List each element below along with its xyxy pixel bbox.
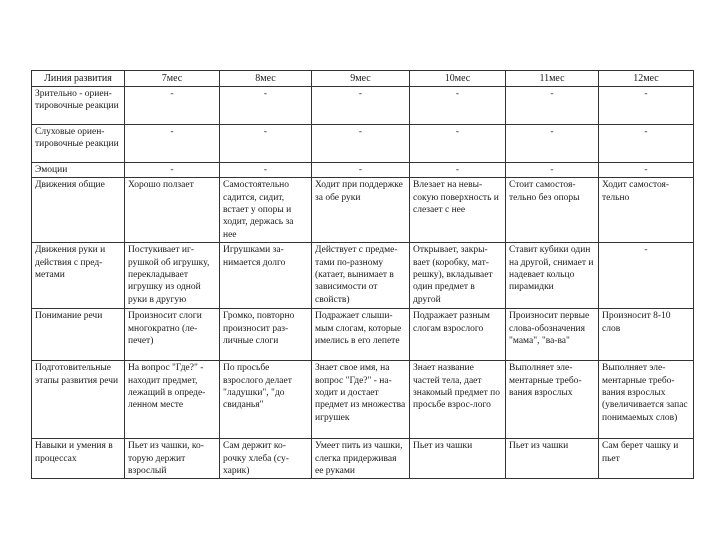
table-cell: Влезает на невы-сокую поверхность и слезает с нее [410,178,506,243]
table-row [32,361,694,439]
row-label: Навыки и умения в процессах [32,439,125,479]
table-cell: Знает свое имя, на вопрос "Где?" - на-ходит и достает предмет из множества игрушек [312,361,410,439]
table-cell: - [312,125,410,163]
table-cell: - [506,87,599,125]
row-label: Понимание речи [32,309,125,361]
table-row [32,439,694,479]
table-cell: - [410,163,506,178]
table-cell: По просьбе взрослого делает "ладушки", "до свиданья" [220,361,312,439]
header-cell: 7мес [125,71,220,87]
table-row [32,163,694,178]
development-table [31,70,694,479]
table-cell: Произносит слоги многократно (ле-печет) [125,309,220,361]
table-cell: - [125,125,220,163]
table-cell: - [220,125,312,163]
table-cell: - [506,125,599,163]
table-cell: Самостоятельно садится, сидит, встает у опоры и ходит, держась за нее [220,178,312,243]
table-cell: Пьет из чашки, ко-торую держит взрослый [125,439,220,479]
table-cell: На вопрос "Где?" - находит предмет, лежащий в опреде-ленном месте [125,361,220,439]
table-cell: - [599,243,694,309]
table-cell: Произносит 8-10 слов [599,309,694,361]
header-cell: 12мес [599,71,694,87]
header-row [32,71,694,87]
row-label: Подготовительные этапы развития речи [32,361,125,439]
table-row [32,87,694,125]
table-cell: Пьет из чашки [506,439,599,479]
header-cell: Линия развития [32,71,125,87]
table-cell: Открывает, закры-вает (коробку, мат-решку), вкладывает один предмет в другой [410,243,506,309]
table-cell: Подражает разным слогам взрослого [410,309,506,361]
table-cell: - [125,163,220,178]
table-cell: Ходит самостоя-тельно [599,178,694,243]
header-cell: 11мес [506,71,599,87]
header-cell: 10мес [410,71,506,87]
table-cell: Ставит кубики один на другой, снимает и надевает кольцо пирамидки [506,243,599,309]
table-cell: Умеет пить из чашки, слегка придерживая ее руками [312,439,410,479]
table-cell: Действует с предме-тами по-разному (катает, вынимает в зависимости от свойств) [312,243,410,309]
table-cell: Ходит при поддержке за обе руки [312,178,410,243]
table-cell: - [125,87,220,125]
table-cell: - [312,87,410,125]
table-cell: - [220,163,312,178]
table-cell: Сам берет чашку и пьет [599,439,694,479]
table-row [32,243,694,309]
table-cell: Сам держит ко-рочку хлеба (су-харик) [220,439,312,479]
table-cell: - [599,163,694,178]
header-cell: 9мес [312,71,410,87]
table-cell: Постукивает иг-рушкой об игрушку, перекладывает игрушку из одной руки в другую [125,243,220,309]
table-cell: - [312,163,410,178]
header-cell: 8мес [220,71,312,87]
row-label: Эмоции [32,163,125,178]
row-label: Слуховые ориен-тировочные реакции [32,125,125,163]
table-cell: - [220,87,312,125]
table-cell: Игрушками за-нимается долго [220,243,312,309]
row-label: Движения общие [32,178,125,243]
table-cell: Выполняет эле-ментарные требо-вания взрослых [506,361,599,439]
row-label: Зрительно - ориен-тировочные реакции [32,87,125,125]
table-cell: Громко, повторно произносит раз-личные слоги [220,309,312,361]
table-cell: - [410,87,506,125]
table-cell: - [506,163,599,178]
row-label: Движения руки и действия с пред-метами [32,243,125,309]
table-cell: Произносит первые слова-обозначения "мама", "ва-ва" [506,309,599,361]
table-cell: Пьет из чашки [410,439,506,479]
table-cell: Хорошо ползает [125,178,220,243]
table-cell: Стоит самостоя-тельно без опоры [506,178,599,243]
table-row [32,178,694,243]
table-cell: - [599,125,694,163]
table-cell: Подражает слыши-мым слогам, которые имелись в его лепете [312,309,410,361]
table-cell: - [599,87,694,125]
table-row [32,125,694,163]
table-cell: Выполняет эле-ментарные требо-вания взрослых (увеличивается запас понимаемых слов) [599,361,694,439]
table-row [32,309,694,361]
table-cell: Знает название частей тела, дает знакомый предмет по просьбе взрос-лого [410,361,506,439]
table-cell: - [410,125,506,163]
